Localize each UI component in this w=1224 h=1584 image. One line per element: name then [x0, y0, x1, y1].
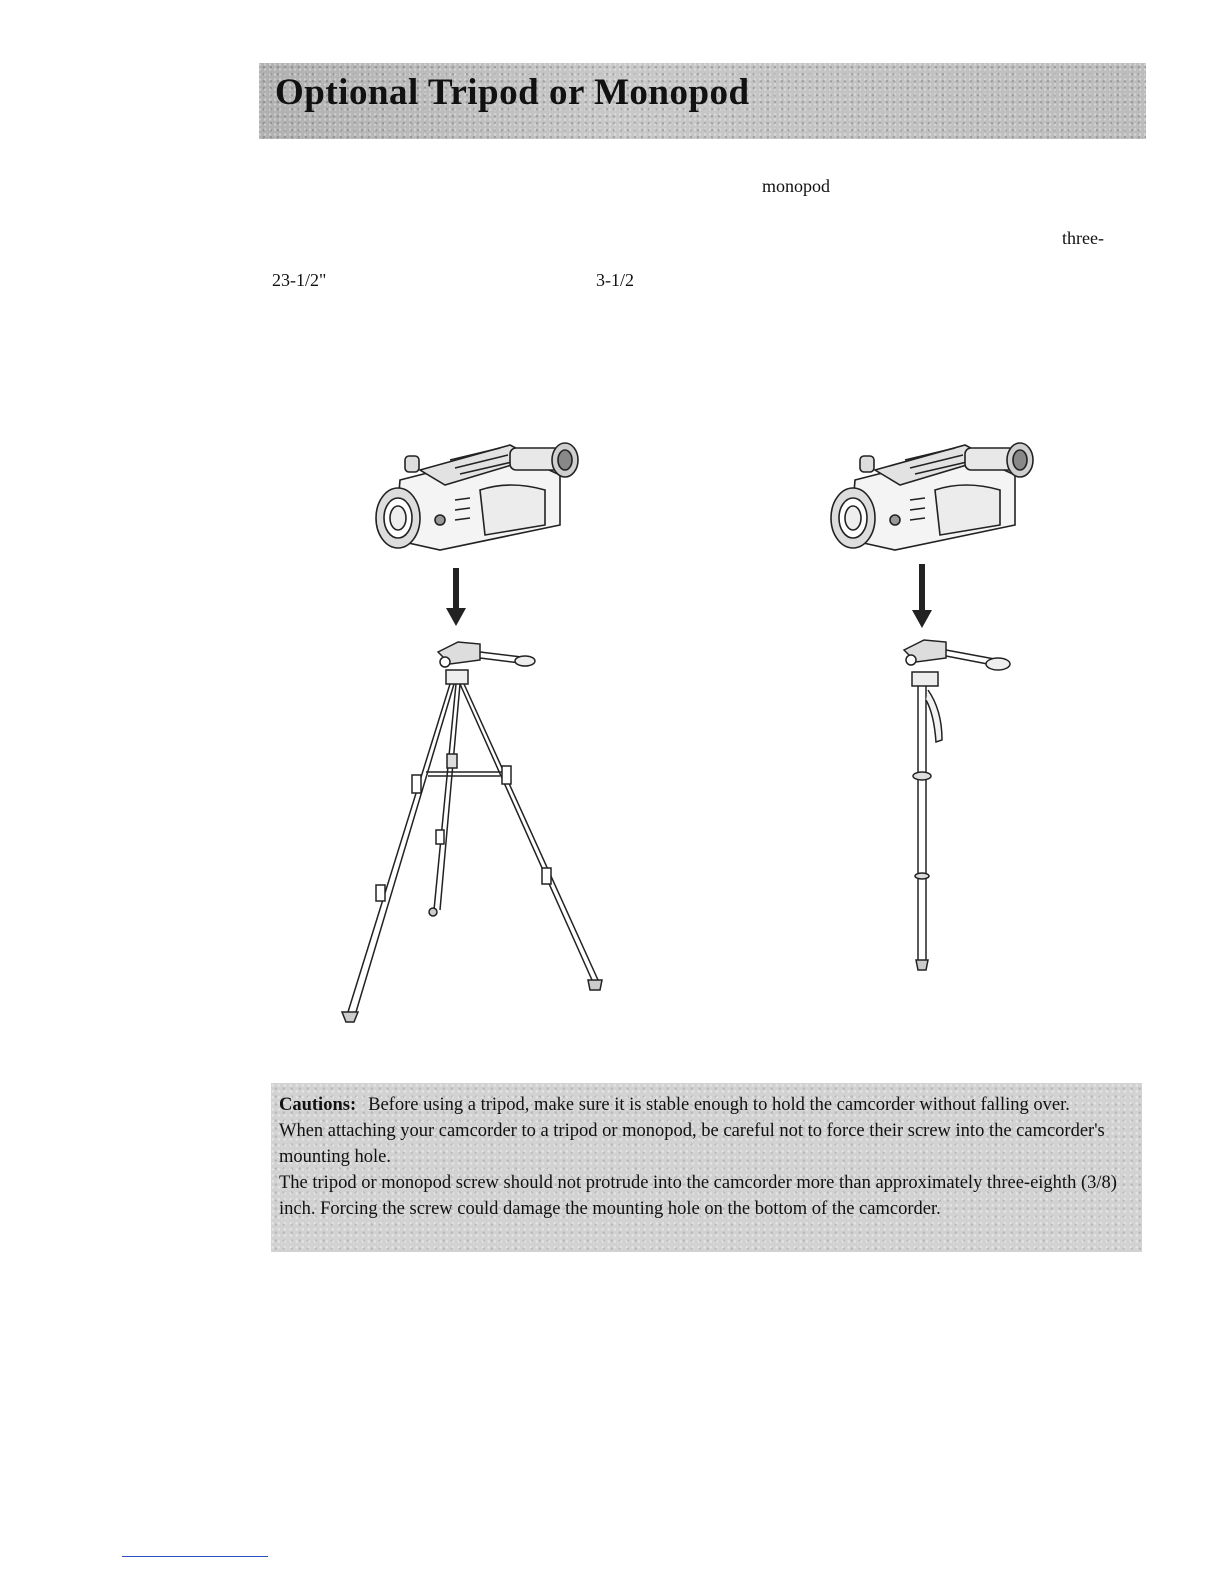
- text-monopod: monopod: [762, 176, 831, 196]
- cautions-box: [271, 1083, 1142, 1252]
- footer-rule: [122, 1556, 268, 1557]
- text-size-a: 23-1/2": [272, 270, 327, 290]
- tripod-arrow-icon: [446, 568, 466, 628]
- camcorder-monopod-illustration: [815, 430, 1045, 560]
- tripod-illustration: [330, 630, 620, 1050]
- page-title: Optional Tripod or Monopod: [275, 72, 750, 113]
- monopod-arrow-icon: [912, 564, 932, 630]
- caution-text-1: Before using a tripod, make sure it is stable enough to hold the camcorder without falling over.: [368, 1095, 1070, 1115]
- caution-line-3: The tripod or monopod screw should not protrude into the camcorder more than approximately three-eighth (3/8) inch. Forcing the screw could damage the mounting hole on the bottom of the camcorder.: [279, 1173, 1117, 1219]
- cautions-text: [279, 1092, 1137, 1222]
- text-three: three-: [1062, 228, 1104, 248]
- caution-line-1: [279, 1092, 1137, 1118]
- cautions-label: Cautions:: [279, 1095, 357, 1115]
- text-size-b: 3-1/2: [596, 270, 634, 290]
- monopod-illustration: [880, 630, 1030, 980]
- title-banner: [259, 63, 1146, 139]
- caution-line-2: When attaching your camcorder to a tripod or monopod, be careful not to force their screw into the camcorder's mounting hole.: [279, 1121, 1105, 1167]
- camcorder-tripod-illustration: [360, 430, 590, 560]
